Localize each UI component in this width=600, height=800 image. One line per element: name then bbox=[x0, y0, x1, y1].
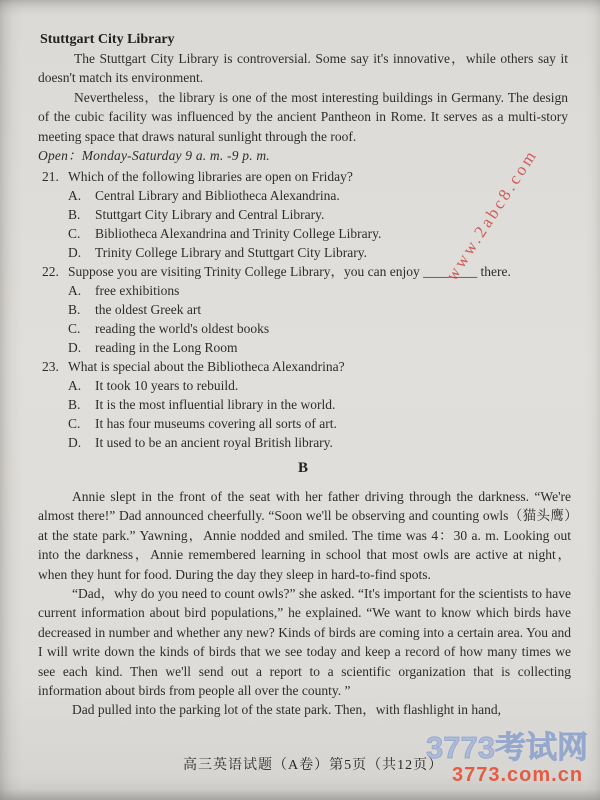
passage-a-paragraphs bbox=[38, 49, 568, 146]
option-item bbox=[68, 338, 573, 357]
option-item bbox=[68, 414, 573, 433]
option-label: B. bbox=[68, 397, 81, 412]
question-number: 21. bbox=[42, 169, 59, 184]
option-text: free exhibitions bbox=[95, 283, 180, 298]
question-text: What is special about the Bibliotheca Alexandrina? bbox=[68, 359, 345, 374]
option-text: It took 10 years to rebuild. bbox=[95, 378, 239, 393]
page-footer: 高三英语试题（A卷）第5页（共12页） bbox=[183, 758, 444, 773]
question-number: 22. bbox=[42, 264, 59, 279]
question-text: Which of the following libraries are open on Friday? bbox=[68, 169, 353, 184]
passage-paragraph: “Dad，why do you need to count owls?” she asked. “It's important for the scientists to have current information about bird populations,” he explained. “We want to know which birds have decreased in number and whether any new? Kinds of birds are coming into a certain area. You and I will write down the kinds of birds that we see today and keep a record of how many times we see each kind. Then we'll send out a report to a scientific organization that is collecting information about birds from people all over the county. ” bbox=[38, 586, 571, 699]
passage-b-section bbox=[38, 487, 571, 720]
passage-paragraph: The Stuttgart City Library is controversial. Some say it's innovative，while others say it doesn't match its environment. bbox=[38, 51, 568, 86]
option-label: D. bbox=[68, 435, 82, 450]
question-line bbox=[38, 262, 573, 281]
option-label: A. bbox=[68, 378, 82, 393]
option-item bbox=[68, 243, 573, 262]
option-text: Bibliotheca Alexandrina and Trinity College Library. bbox=[95, 226, 382, 241]
option-item bbox=[68, 319, 573, 338]
option-text: reading in the Long Room bbox=[95, 340, 238, 355]
option-item bbox=[68, 281, 573, 300]
watermark-diagonal: www.2abc8.com bbox=[441, 145, 542, 285]
option-label: A. bbox=[68, 188, 82, 203]
option-label: C. bbox=[68, 226, 81, 241]
passage-paragraph: Annie slept in the front of the seat with her father driving through the darkness. “We're almost there!” Dad announced cheerfully. “Soon we'll be observing and counting owls（猫头鹰）at the state park.” Yawning，Annie nodded and smiled. The time was 4：30 a. m. Looking out into the darkness，Annie remembered learning in school that most owls are active at night，when they hunt for food. During the day they sleep in hard-to-find spots. bbox=[38, 489, 571, 582]
passage-a-section bbox=[38, 30, 568, 165]
passage-title: Stuttgart City Library bbox=[40, 32, 175, 47]
question-text: Suppose you are visiting Trinity College Library，you can enjoy ________ there. bbox=[68, 264, 511, 279]
option-text: It used to be an ancient royal British library. bbox=[95, 435, 333, 450]
option-text: It has four museums covering all sorts of art. bbox=[95, 416, 337, 431]
passage-paragraph: Nevertheless，the library is one of the most interesting buildings in Germany. The design of the cubic facility was influenced by the ancient Pantheon in Rome. It serves as a multi-story meeting space that draws natural sunlight through the roof. bbox=[38, 89, 568, 144]
option-label: C. bbox=[68, 321, 81, 336]
option-item bbox=[68, 433, 573, 452]
question-line bbox=[38, 167, 573, 186]
option-label: C. bbox=[68, 416, 81, 431]
question-item bbox=[38, 357, 573, 452]
option-text: Trinity College Library and Stuttgart City Library. bbox=[95, 245, 367, 260]
option-text: Stuttgart City Library and Central Library. bbox=[95, 207, 325, 222]
option-label: A. bbox=[68, 283, 82, 298]
section-b-heading: B bbox=[297, 460, 308, 476]
watermark-site-logo: 3773考试网 bbox=[426, 730, 588, 765]
option-item bbox=[68, 300, 573, 319]
question-item bbox=[38, 262, 573, 357]
option-text: the oldest Greek art bbox=[95, 302, 202, 317]
option-text: It is the most influential library in the world. bbox=[95, 397, 336, 412]
watermark-site-url: 3773.com.cn bbox=[452, 764, 584, 786]
option-text: Central Library and Bibliotheca Alexandrina. bbox=[95, 188, 340, 203]
option-item bbox=[68, 224, 573, 243]
question-number: 23. bbox=[42, 359, 59, 374]
question-line bbox=[38, 357, 573, 376]
passage-paragraph: Dad pulled into the parking lot of the state park. Then，with flashlight in hand, bbox=[72, 702, 502, 718]
option-label: D. bbox=[68, 245, 82, 260]
option-label: B. bbox=[68, 207, 81, 222]
library-hours-line: Open：Monday-Saturday 9 a. m. -9 p. m. bbox=[38, 148, 270, 164]
option-text: reading the world's oldest books bbox=[95, 321, 270, 336]
scan-edge-shadow bbox=[0, 789, 600, 800]
option-label: D. bbox=[68, 340, 82, 355]
option-item bbox=[68, 395, 573, 414]
option-item bbox=[68, 376, 573, 395]
option-label: B. bbox=[68, 302, 81, 317]
